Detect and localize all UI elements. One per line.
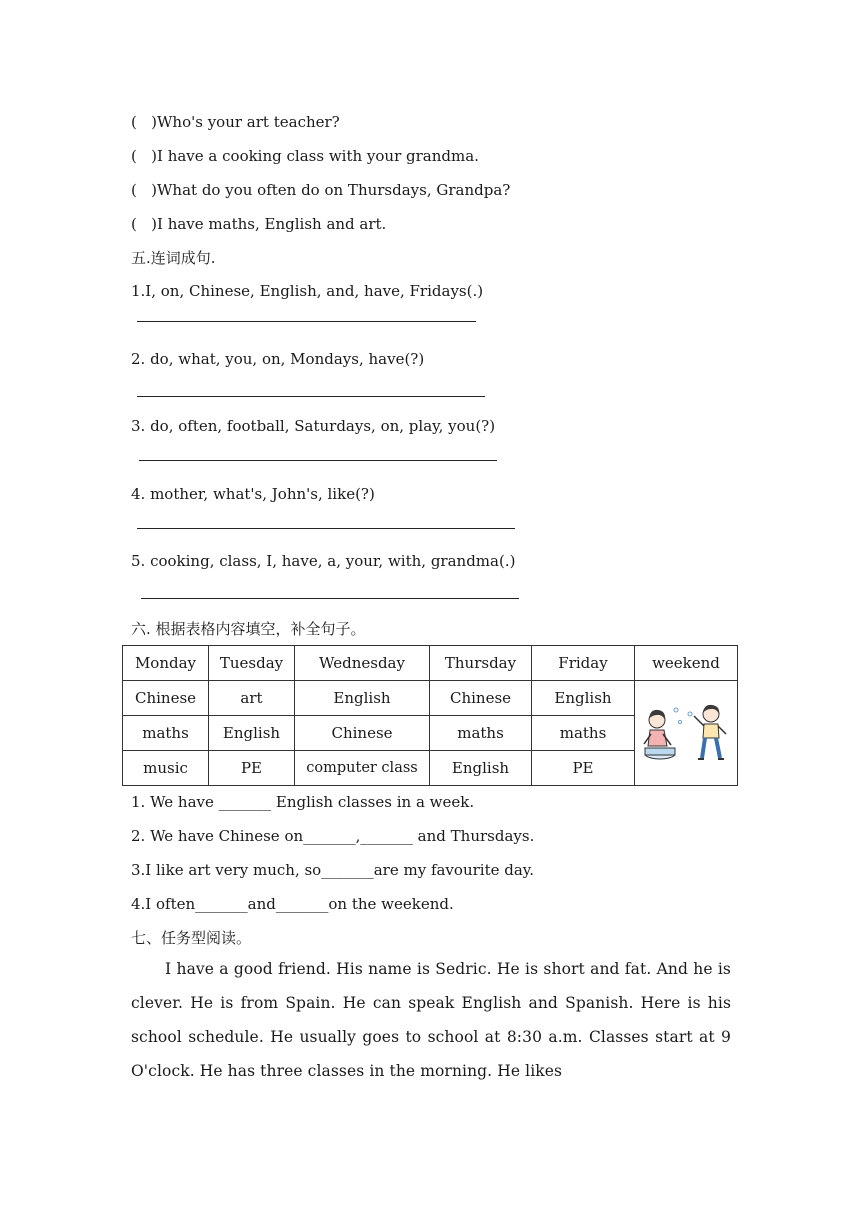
fill-in-sentence: 1. We have _______ English classes in a week. xyxy=(131,793,475,811)
table-header-cell: Friday xyxy=(532,646,635,681)
answer-line xyxy=(137,396,485,397)
matching-item: ( )I have a cooking class with your grandma. xyxy=(131,147,479,165)
table-cell: English xyxy=(430,751,532,786)
fill-in-sentence: 2. We have Chinese on_______,_______ and Thursdays. xyxy=(131,827,535,845)
table-cell: Chinese xyxy=(430,681,532,716)
matching-item: ( )I have maths, English and art. xyxy=(131,215,387,233)
exercise-item: 5. cooking, class, I, have, a, your, with, grandma(.) xyxy=(131,552,516,570)
table-header-cell: Wednesday xyxy=(295,646,430,681)
table-header-cell: Thursday xyxy=(430,646,532,681)
answer-line xyxy=(137,321,476,322)
section-heading: 六. 根据表格内容填空，补全句子。 xyxy=(131,620,366,638)
table-cell: maths xyxy=(532,716,635,751)
table-cell: Chinese xyxy=(123,681,209,716)
matching-item: ( )What do you often do on Thursdays, Grandpa? xyxy=(131,181,511,199)
table-cell: art xyxy=(209,681,295,716)
table-header-row xyxy=(123,646,738,681)
exercise-item: 3. do, often, football, Saturdays, on, play, you(?) xyxy=(131,417,496,435)
table-cell: English xyxy=(209,716,295,751)
table-header-cell: Tuesday xyxy=(209,646,295,681)
table-cell: music xyxy=(123,751,209,786)
table-header-cell: weekend xyxy=(635,646,738,681)
exercise-item: 2. do, what, you, on, Mondays, have(?) xyxy=(131,350,425,368)
answer-line xyxy=(139,460,497,461)
table-cell: maths xyxy=(430,716,532,751)
kids-playing-illustration xyxy=(638,700,734,766)
section-heading: 七、任务型阅读。 xyxy=(131,929,252,947)
fill-in-sentence: 4.I often_______and_______on the weekend. xyxy=(131,895,454,913)
section-heading: 五.连词成句. xyxy=(131,249,216,267)
table-row xyxy=(123,681,738,716)
exercise-item: 4. mother, what's, John's, like(?) xyxy=(131,485,375,503)
reading-passage: I have a good friend. His name is Sedric. He is short and fat. And he is clever. He is from Spain. He can speak English and Spanish. Here is his school schedule. He usually goes to school at 8:30 a.m. Classes start at 9 O'clock. He has three classes in the morning. He likes xyxy=(131,960,731,1080)
schedule-table xyxy=(122,645,738,786)
table-cell: English xyxy=(295,681,430,716)
table-cell: English xyxy=(532,681,635,716)
matching-item: ( )Who's your art teacher? xyxy=(131,113,340,131)
table-cell: Chinese xyxy=(295,716,430,751)
weekend-illustration-cell xyxy=(635,681,738,786)
exercise-item: 1.I, on, Chinese, English, and, have, Fridays(.) xyxy=(131,282,484,300)
table-cell: PE xyxy=(209,751,295,786)
table-cell: computer class xyxy=(295,751,430,786)
answer-line xyxy=(137,528,515,529)
table-cell: PE xyxy=(532,751,635,786)
answer-line xyxy=(141,598,519,599)
table-cell: maths xyxy=(123,716,209,751)
table-header-cell: Monday xyxy=(123,646,209,681)
fill-in-sentence: 3.I like art very much, so_______are my favourite day. xyxy=(131,861,535,879)
